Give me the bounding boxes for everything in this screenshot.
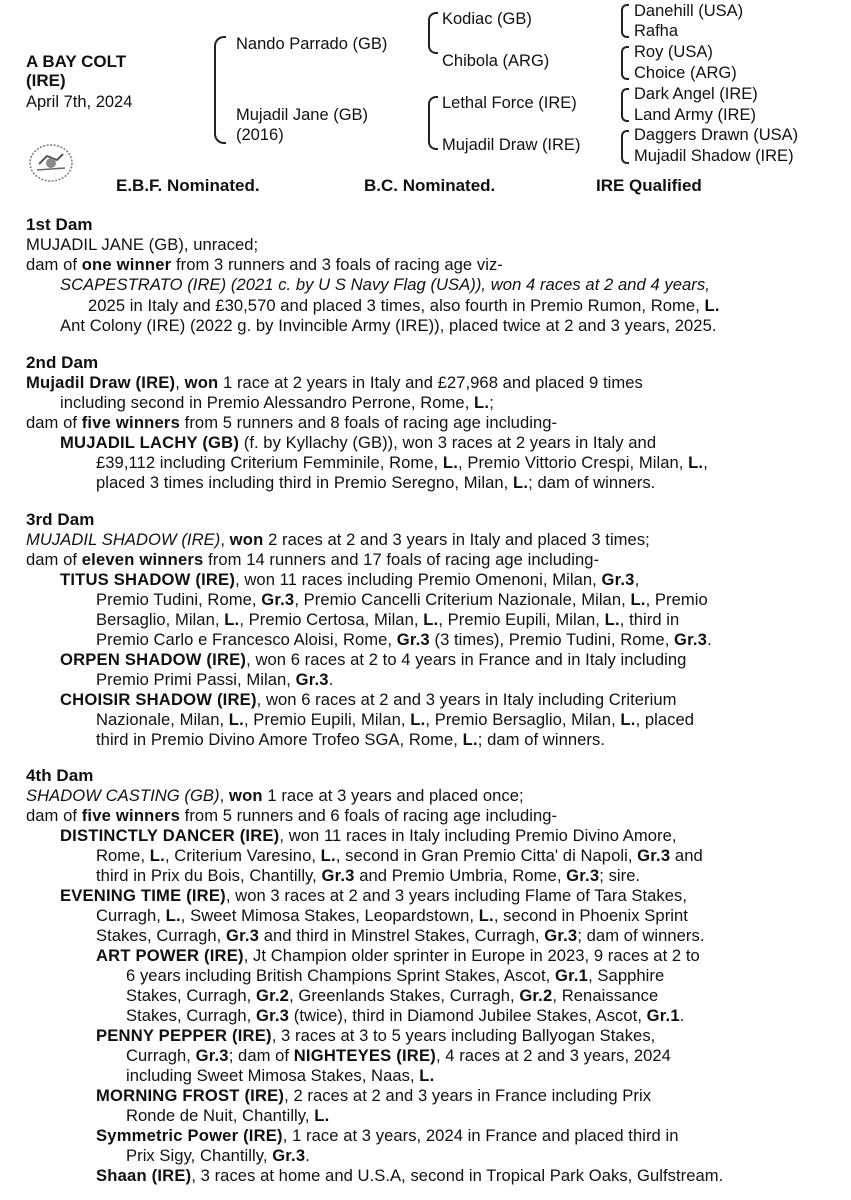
text-segment: , won 11 races in Italy including Premio Divino Amore, <box>279 826 677 845</box>
text-segment: L. <box>228 710 244 729</box>
text-segment: Gr.3 <box>396 630 430 649</box>
pedigree-brace-g3c <box>621 88 629 122</box>
text-segment: Ronde de Nuit, Chantilly, <box>126 1106 315 1125</box>
dam3-line <box>60 650 686 669</box>
text-segment: 6 years including British Champions Sprint Stakes, Ascot, <box>126 966 556 985</box>
text-segment: Bersaglio, Milan, <box>96 610 225 629</box>
text-segment: L. <box>320 846 336 865</box>
text-segment: , third in <box>619 610 680 629</box>
dam4-line <box>96 846 703 865</box>
text-segment: Symmetric Power (IRE) <box>96 1126 283 1145</box>
text-segment: Gr.3 <box>261 590 295 609</box>
dam4-line <box>96 946 700 965</box>
text-segment: Gr.2 <box>519 986 553 1005</box>
text-segment: . <box>328 670 334 689</box>
text-segment: . <box>305 1146 310 1165</box>
dam4-line <box>126 1006 684 1025</box>
text-segment: Premio Carlo e Francesco Aloisi, Rome, <box>96 630 397 649</box>
text-segment: dam of <box>26 413 82 432</box>
text-segment: ; dam of winners. <box>577 926 705 945</box>
horse-name <box>26 52 126 90</box>
text-segment: , Premio <box>645 590 708 609</box>
text-segment: ORPEN SHADOW (IRE) <box>60 650 247 669</box>
dam1-line <box>88 296 720 315</box>
text-segment: , Greenlands Stakes, Curragh, <box>289 986 520 1005</box>
pedigree-brace-sire <box>428 12 438 54</box>
horse-name-line2: (IRE) <box>26 71 66 90</box>
text-segment: Premio Tudini, Rome, <box>96 590 262 609</box>
text-segment: 1 race at 2 years in Italy and £27,968 and placed 9 times <box>218 373 643 392</box>
text-segment: , placed <box>635 710 695 729</box>
ebf-nominated: E.B.F. Nominated. <box>116 176 260 195</box>
dam3-line <box>26 550 599 569</box>
text-segment: , Premio Cancelli Criterium Nazionale, Milan, <box>294 590 631 609</box>
pedigree-brace-g3d <box>621 130 629 164</box>
text-segment: Nazionale, Milan, <box>96 710 229 729</box>
text-segment: L. <box>474 393 490 412</box>
pedigree-g3-5: Dark Angel (IRE) <box>634 85 758 103</box>
pedigree-sire-dam: Chibola (ARG) <box>442 52 550 70</box>
text-segment: MUJADIL SHADOW (IRE) <box>26 530 221 549</box>
text-segment: L. <box>442 453 459 472</box>
pedigree-sire: Nando Parrado (GB) <box>236 35 388 53</box>
text-segment: five winners <box>81 413 181 432</box>
text-segment: from 14 runners and 17 foals of racing age including- <box>203 550 600 569</box>
text-segment: SHADOW CASTING (GB) <box>26 786 220 805</box>
text-segment: third in Prix du Bois, Chantilly, <box>96 866 322 885</box>
text-segment: Gr.3 <box>272 1146 306 1165</box>
text-segment: , Jt Champion older sprinter in Europe in 2023, 9 races at 2 to <box>243 946 700 965</box>
text-segment: five winners <box>81 806 181 825</box>
bc-nominated: B.C. Nominated. <box>364 176 496 195</box>
text-segment: Gr.3 <box>674 630 708 649</box>
text-segment: £39,112 including Criterium Femminile, Rome, <box>96 453 443 472</box>
text-segment: , won 3 races at 2 and 3 years including Flame of Tara Stakes, <box>225 886 688 905</box>
dam1-heading: 1st Dam <box>26 215 93 234</box>
pedigree-g3-1: Danehill (USA) <box>634 2 744 20</box>
text-segment: , Renaissance <box>552 986 659 1005</box>
pedigree-brace-dam <box>428 96 438 150</box>
text-segment: Gr.3 <box>225 926 260 945</box>
text-segment: 2 races at 2 and 3 years in Italy and placed 3 times; <box>263 530 650 549</box>
text-segment: L. <box>462 730 478 749</box>
text-segment: ; dam of winners. <box>528 473 656 492</box>
text-segment: Gr.1 <box>555 966 589 985</box>
text-segment: L. <box>478 906 494 925</box>
text-segment: , won 11 races including Premio Omenoni, Milan, <box>235 570 602 589</box>
dam1-line: Ant Colony (IRE) (2022 g. by Invincible Army (IRE)), placed twice at 2 and 3 years, 2025. <box>60 316 717 335</box>
text-segment: Gr.3 <box>637 846 671 865</box>
text-segment: , second in Phoenix Sprint <box>493 906 688 925</box>
text-segment: and Premio Umbria, Rome, <box>354 866 567 885</box>
text-segment: L. <box>165 906 181 925</box>
dam2-line <box>96 473 655 492</box>
text-segment: and third in Minstrel Stakes, Curragh, <box>259 926 545 945</box>
text-segment: , Sweet Mimosa Stakes, Leopardstown, <box>180 906 479 925</box>
dam2-line <box>60 393 494 412</box>
text-segment: , Criterium Varesino, <box>164 846 321 865</box>
pedigree-dam-sire: Lethal Force (IRE) <box>442 94 577 112</box>
text-segment: L. <box>604 610 620 629</box>
text-segment: Gr.3 <box>295 670 329 689</box>
text-segment: TITUS SHADOW (IRE) <box>60 570 236 589</box>
text-segment: Curragh, <box>96 906 166 925</box>
text-segment: 2025 in Italy and £30,570 and placed 3 times, also fourth in Premio Rumon, Rome, <box>88 296 705 315</box>
text-segment: from 3 runners and 3 foals of racing age viz- <box>171 255 503 274</box>
text-segment: placed 3 times including third in Premio Seregno, Milan, <box>96 473 513 492</box>
text-segment: EVENING TIME (IRE) <box>60 886 226 905</box>
text-segment: (twice), third in Diamond Jubilee Stakes, Ascot, <box>289 1006 647 1025</box>
dam4-line <box>96 906 688 925</box>
text-segment: L. <box>410 710 426 729</box>
text-segment: Rome, <box>96 846 150 865</box>
text-segment: ; sire. <box>599 866 641 885</box>
text-segment: ; dam of winners. <box>477 730 605 749</box>
text-segment: Gr.3 <box>601 570 635 589</box>
text-segment: DISTINCTLY DANCER (IRE) <box>60 826 280 845</box>
dam4-line <box>126 966 664 985</box>
text-segment: Curragh, <box>126 1046 196 1065</box>
text-segment: L. <box>620 710 636 729</box>
text-segment: and <box>670 846 703 865</box>
text-segment: . <box>679 1006 685 1025</box>
pedigree-g3-8: Mujadil Shadow (IRE) <box>634 147 794 165</box>
dam1-line <box>26 255 503 274</box>
dam2-line <box>26 373 643 392</box>
text-segment: one winner <box>81 255 172 274</box>
ebf-seal-logo <box>27 142 75 184</box>
text-segment: Gr.2 <box>255 986 290 1005</box>
pedigree-g3-6: Land Army (IRE) <box>634 106 756 124</box>
text-segment: Prix Sigy, Chantilly, <box>126 1146 273 1165</box>
text-segment: , Sapphire <box>588 966 665 985</box>
text-segment: Gr.1 <box>646 1006 680 1025</box>
text-segment: PENNY PEPPER (IRE) <box>96 1026 272 1045</box>
dam4-line <box>96 866 640 885</box>
dam4-line <box>60 886 687 905</box>
dam2-heading: 2nd Dam <box>26 353 99 372</box>
pedigree-brace-g3b <box>621 46 629 80</box>
dam4-line <box>96 1166 723 1185</box>
text-segment: Gr.3 <box>321 866 355 885</box>
text-segment: CHOISIR SHADOW (IRE) <box>60 690 257 709</box>
text-segment: , Premio Eupili, Milan, <box>243 710 411 729</box>
pedigree-g3-3: Roy (USA) <box>634 43 713 61</box>
text-segment: Gr.3 <box>544 926 578 945</box>
text-segment: , <box>634 570 640 589</box>
text-segment: dam of <box>26 550 82 569</box>
horse-dob: April 7th, 2024 <box>26 93 133 111</box>
dam3-line <box>96 610 679 629</box>
dam1-line: SCAPESTRATO (IRE) (2021 c. by U S Navy Flag (USA)), won 4 races at 2 and 4 years, <box>60 275 710 294</box>
text-segment: , Premio Certosa, Milan, <box>239 610 424 629</box>
pedigree-dam: Mujadil Jane (GB) <box>236 106 369 124</box>
dam3-line <box>96 670 333 689</box>
horse-name-line1: A BAY COLT <box>26 52 127 71</box>
pedigree-dam-year: (2016) <box>236 126 284 144</box>
dam2-line <box>60 433 656 452</box>
text-segment: won <box>184 373 219 392</box>
text-segment: , <box>703 453 708 472</box>
text-segment: Premio Primi Passi, Milan, <box>96 670 296 689</box>
dam4-heading: 4th Dam <box>26 766 94 785</box>
dam3-line <box>96 730 605 749</box>
text-segment: ; dam of <box>228 1046 294 1065</box>
dam4-line <box>126 1146 310 1165</box>
dam3-line <box>96 630 712 649</box>
text-segment: from 5 runners and 8 foals of racing age including- <box>180 413 558 432</box>
text-segment: Stakes, Curragh, <box>126 1006 256 1025</box>
dam4-line <box>26 806 557 825</box>
dam4-line <box>96 926 705 945</box>
pedigree-sire-sire: Kodiac (GB) <box>442 10 532 28</box>
dam2-line <box>96 453 708 472</box>
text-segment: , Premio Eupili, Milan, <box>438 610 605 629</box>
ire-qualified: IRE Qualified <box>596 176 702 195</box>
text-segment: Shaan (IRE) <box>96 1166 192 1185</box>
text-segment: , 3 races at home and U.S.A, second in Tropical Park Oaks, Gulfstream. <box>191 1166 724 1185</box>
dam4-line <box>96 1086 651 1105</box>
text-segment: dam of <box>26 255 82 274</box>
dam4-line <box>126 1066 434 1085</box>
text-segment: from 5 runners and 6 foals of racing age including- <box>180 806 558 825</box>
dam4-line <box>126 986 658 1005</box>
text-segment: , 4 races at 2 and 3 years, 2024 <box>435 1046 671 1065</box>
text-segment: L. <box>419 1066 435 1085</box>
pedigree-dam-dam: Mujadil Draw (IRE) <box>442 136 581 154</box>
text-segment: dam of <box>26 806 82 825</box>
text-segment: eleven winners <box>81 550 204 569</box>
dam3-line <box>26 530 650 549</box>
dam3-line <box>60 570 639 589</box>
text-segment: (f. by Kyllachy (GB)), won 3 races at 2 years in Italy and <box>239 433 657 452</box>
text-segment: Gr.3 <box>195 1046 229 1065</box>
dam4-line <box>126 1106 329 1125</box>
dam4-line <box>60 826 677 845</box>
text-segment: L. <box>630 590 646 609</box>
text-segment: Mujadil Draw (IRE) <box>26 373 176 392</box>
text-segment: ; <box>489 393 494 412</box>
pedigree-g3-4: Choice (ARG) <box>634 64 737 82</box>
text-segment: MUJADIL LACHY (GB) <box>60 433 240 452</box>
pedigree-brace-g3a <box>621 4 629 38</box>
dam3-line <box>96 710 694 729</box>
text-segment: , won 6 races at 2 and 3 years in Italy including Criterium <box>256 690 677 709</box>
text-segment: NIGHTEYES (IRE) <box>293 1046 436 1065</box>
dam4-line <box>96 1026 655 1045</box>
pedigree-g3-2: Rafha <box>634 22 679 40</box>
pedigree-g3-7: Daggers Drawn (USA) <box>634 126 799 144</box>
text-segment: L. <box>224 610 240 629</box>
dam3-heading: 3rd Dam <box>26 510 95 529</box>
text-segment: , <box>219 786 229 805</box>
text-segment: MORNING FROST (IRE) <box>96 1086 285 1105</box>
text-segment: 1 race at 3 years and placed once; <box>262 786 524 805</box>
dam3-line <box>96 590 708 609</box>
text-segment: including Sweet Mimosa Stakes, Naas, <box>126 1066 420 1085</box>
dam4-line <box>126 1046 671 1065</box>
text-segment: Gr.3 <box>255 1006 290 1025</box>
text-segment: , second in Gran Premio Citta' di Napoli, <box>335 846 638 865</box>
text-segment: won <box>229 530 264 549</box>
text-segment: Stakes, Curragh, <box>126 986 256 1005</box>
text-segment: L. <box>704 296 720 315</box>
text-segment: , 1 race at 3 years, 2024 in France and placed third in <box>282 1126 679 1145</box>
text-segment: third in Premio Divino Amore Trofeo SGA, Rome, <box>96 730 463 749</box>
text-segment: , <box>175 373 185 392</box>
text-segment: , Premio Vittorio Crespi, Milan, <box>458 453 689 472</box>
dam3-line <box>60 690 677 709</box>
dam1-line: MUJADIL JANE (GB), unraced; <box>26 235 259 254</box>
text-segment: , Premio Bersaglio, Milan, <box>425 710 621 729</box>
text-segment: L. <box>423 610 439 629</box>
text-segment: , 2 races at 2 and 3 years in France including Prix <box>284 1086 652 1105</box>
text-segment: L. <box>688 453 704 472</box>
text-segment: L. <box>149 846 165 865</box>
text-segment: won <box>228 786 263 805</box>
dam2-line <box>26 413 557 432</box>
text-segment: ART POWER (IRE) <box>96 946 244 965</box>
text-segment: . <box>707 630 712 649</box>
text-segment: (3 times), Premio Tudini, Rome, <box>429 630 675 649</box>
text-segment: , won 6 races at 2 to 4 years in France and in Italy including <box>246 650 687 669</box>
text-segment: including second in Premio Alessandro Perrone, Rome, <box>60 393 475 412</box>
dam4-line <box>96 1126 679 1145</box>
text-segment: L. <box>314 1106 330 1125</box>
text-segment: , <box>220 530 230 549</box>
text-segment: L. <box>512 473 529 492</box>
text-segment: , 3 races at 3 to 5 years including Ballyogan Stakes, <box>271 1026 656 1045</box>
text-segment: Gr.3 <box>566 866 600 885</box>
dam4-line <box>26 786 524 805</box>
text-segment: Stakes, Curragh, <box>96 926 226 945</box>
pedigree-brace-gen1 <box>214 36 226 144</box>
